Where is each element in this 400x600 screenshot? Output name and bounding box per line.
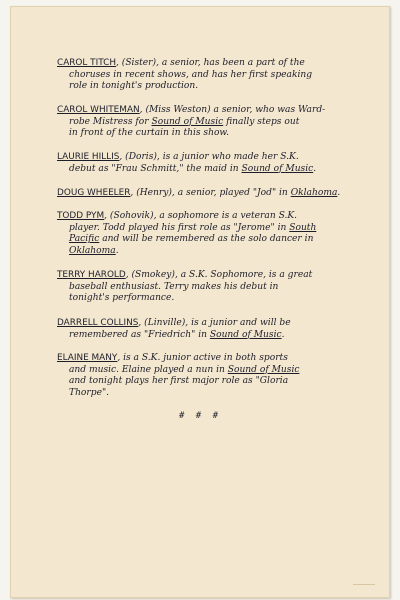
bio-text: and will be remembered as the solo dancer in: [99, 234, 314, 245]
bio-line: [57, 188, 367, 200]
bio-text: .: [313, 163, 317, 174]
cast-member-name: CAROL WHITEMAN: [57, 105, 140, 115]
bio-line: [57, 365, 367, 377]
bio-line: [57, 246, 367, 258]
bio-text: debut as "Frau Schmitt," the maid in: [69, 163, 242, 174]
end-mark: # # #: [178, 411, 222, 421]
bio-line: [57, 234, 367, 246]
cast-member-name: DOUG WHEELER: [57, 188, 131, 198]
bio-text: role in tonight's production.: [69, 81, 199, 92]
bio-text: robe Mistress for: [69, 116, 152, 127]
cast-bio-carol-titch: [57, 58, 367, 93]
bio-line: [57, 293, 367, 305]
show-title: Sound of Music: [209, 329, 282, 340]
bio-line: [57, 152, 367, 164]
cast-bio-terry-harold: [57, 270, 367, 305]
show-title: Sound of Music: [241, 163, 314, 174]
bio-line: [57, 330, 367, 342]
bio-text: Thorpe".: [69, 387, 110, 398]
show-title: Sound of Music: [227, 364, 300, 375]
page-corner-fold: [353, 584, 375, 591]
bio-line: [57, 223, 367, 235]
show-title: Oklahoma: [290, 188, 338, 198]
cast-bio-laurie-hillis: [57, 152, 367, 175]
bio-line: [57, 117, 367, 129]
bio-line: [57, 211, 367, 223]
bio-text: , (Doris), is a junior who made her S.K.: [119, 152, 299, 162]
bio-text: and music. Elaine played a nun in: [69, 364, 228, 375]
bio-line: [57, 81, 367, 93]
cast-member-name: CAROL TITCH: [57, 58, 116, 68]
bio-text: .: [337, 188, 341, 198]
show-title: Pacific: [69, 234, 100, 245]
bio-text: player. Todd played his first role as "Jerome" in: [69, 222, 290, 233]
bio-text: , (Sister), a senior, has been a part of the: [116, 58, 305, 68]
bio-line: [57, 70, 367, 82]
bio-line: [57, 376, 367, 388]
bio-line: [57, 318, 367, 330]
bio-text: .: [115, 245, 119, 256]
cast-bio-carol-whiteman: [57, 105, 367, 140]
bio-text: , (Miss Weston) a senior, who was Ward-: [139, 105, 326, 115]
cast-member-name: ELAINE MANY: [57, 353, 118, 363]
cast-member-name: DARRELL COLLINS: [57, 318, 139, 328]
cast-bio-doug-wheeler: [57, 188, 367, 200]
bio-line: [57, 270, 367, 282]
cast-member-name: TODD PYM: [57, 211, 105, 221]
bio-line: [57, 388, 367, 400]
bio-text: in front of the curtain in this show.: [69, 128, 230, 139]
show-title: Oklahoma: [69, 245, 116, 256]
bio-text: , (Henry), a senior, played "Jod" in: [130, 188, 291, 198]
bio-text: tonight's performance.: [69, 293, 175, 304]
cast-bio-darrell-collins: [57, 318, 367, 341]
bio-line: [57, 282, 367, 294]
bio-line: [57, 105, 367, 117]
bio-line: [57, 58, 367, 70]
show-title: South: [289, 222, 317, 233]
cast-bio-elaine-many: [57, 353, 367, 399]
cast-member-name: TERRY HAROLD: [57, 270, 126, 280]
bio-text: finally steps out: [223, 116, 300, 127]
bio-text: , is a S.K. junior active in both sports: [117, 353, 288, 363]
bio-text: , (Smokey), a S.K. Sophomore, is a great: [125, 270, 313, 280]
bio-text: .: [281, 329, 285, 340]
bio-text: , (Linville), is a junior and will be: [138, 318, 291, 328]
cast-bio-todd-pym: [57, 211, 367, 257]
show-title: Sound of Music: [151, 116, 224, 127]
bio-line: [57, 353, 367, 365]
bio-text: baseball enthusiast. Terry makes his debut in: [69, 281, 279, 292]
bio-line: [57, 164, 367, 176]
bio-text: remembered as "Friedrich" in: [69, 329, 210, 340]
program-page: [10, 6, 390, 598]
bio-text: choruses in recent shows, and has her first speaking: [69, 69, 313, 80]
bio-text: , (Sohovik), a sophomore is a veteran S.K.: [104, 211, 298, 221]
cast-member-name: LAURIE HILLIS: [57, 152, 120, 162]
bio-text: and tonight plays her first major role as "Gloria: [69, 376, 289, 387]
bio-line: [57, 128, 367, 140]
